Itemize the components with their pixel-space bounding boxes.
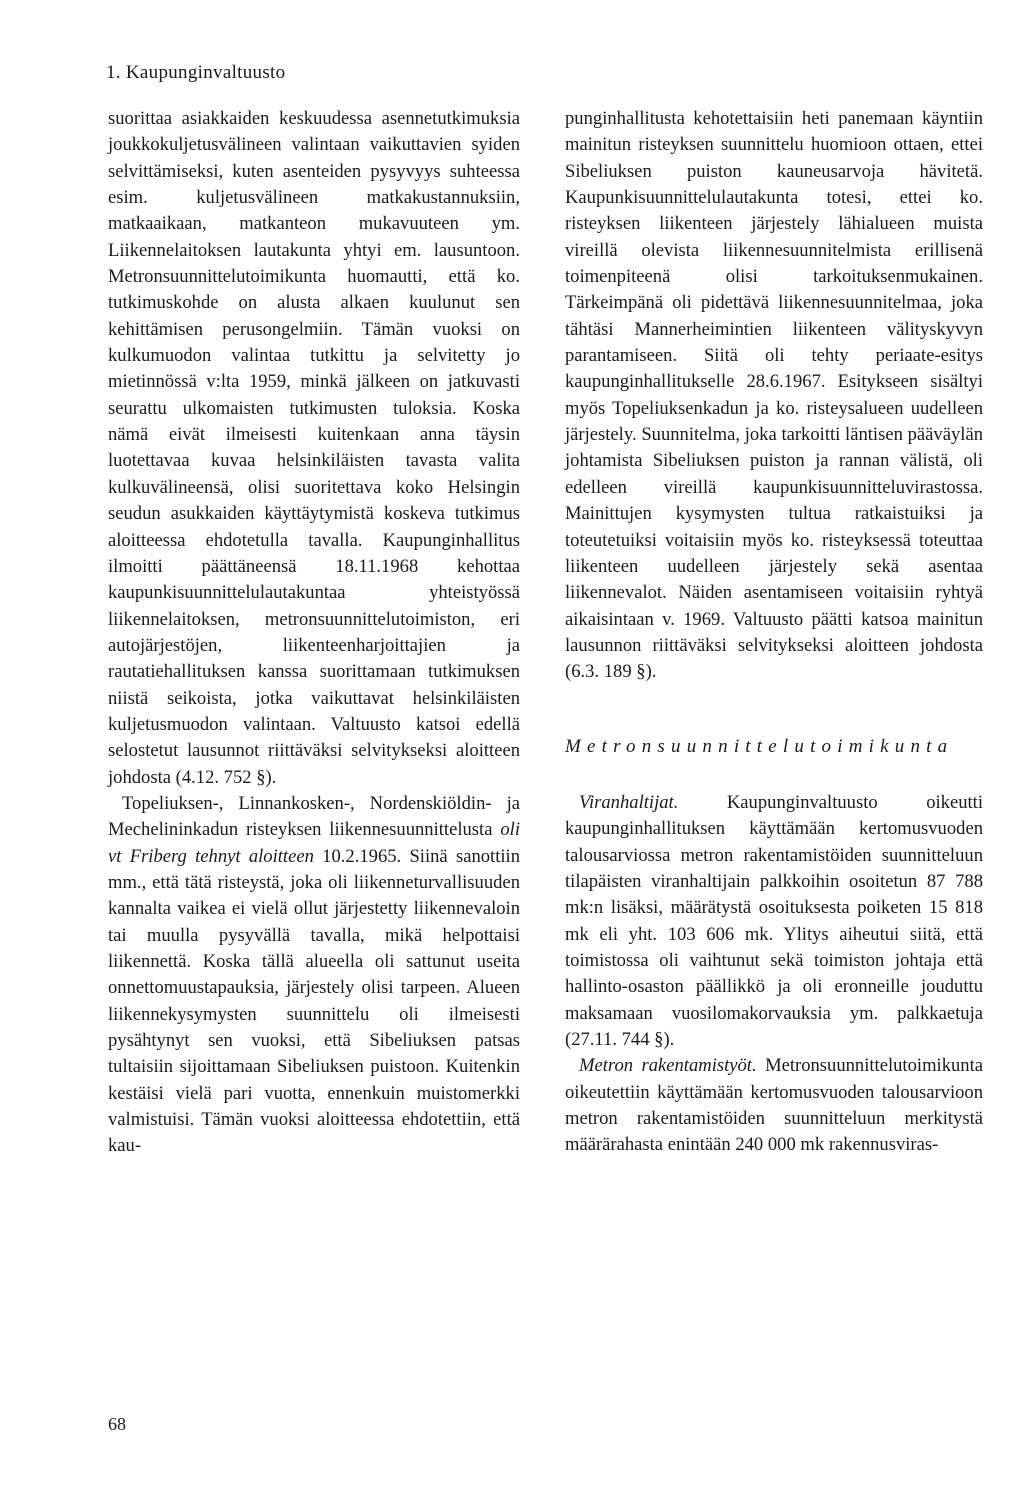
paragraph-rakentamistyot [565, 1053, 983, 1158]
run-in-heading: Metron rakentamistyöt. [579, 1055, 757, 1077]
paragraph-viranhaltijat [565, 790, 983, 1053]
left-column [108, 106, 520, 1160]
page-number: 68 [108, 1414, 126, 1434]
paragraph-text: Topeliuksen-, Linnankosken-, Nordenskiöldin- ja Mechelininkadun risteyksen liikennesuunnittelusta [108, 792, 520, 841]
emphasis-text: oli vt Friberg tehnyt aloitteen [108, 819, 520, 867]
paragraph-text: Kaupunginvaltuusto oikeutti kaupunginhallituksen käyttämään kertomusvuoden talousarviossa metron rakentamistöiden suunnitteluun tilapäisten viranhaltijain palkkoihin osoitetun 87 788 mk:n lisäksi, määrätystä osoituksesta poiketen 15 818 mk eli yht. 103 606 mk. Ylitys aiheutui siitä, että toimistossa oli vaihtunut sekä toimiston johtaja että hallinto-osaston päällikkö ja oli eronneille jouduttu maksamaan vuosilomakorvauksia ym. palkkaetuja (27.11. 744 §). [565, 791, 983, 1050]
paragraph-asennetutkimus: suorittaa asiakkaiden keskuudessa asennetutkimuksia joukkokuljetusvälineen valintaan vaikuttavien syiden selvittämiseksi, kuten asenteiden pysyvyys suhteessa esim. kuljetusvälineen matkakustannuksiin, matkaaikaan, matkanteon mukavuuteen ym. Liikennelaitoksen lautakunta yhtyi em. lausuntoon. Metronsuunnittelutoimikunta huomautti, että ko. tutkimuskohde on alusta alkaen kuulunut sen kehittämisen perusongelmiin. Tämän vuoksi on kulkumuodon valintaa tutkittu ja selvitetty jo mietinnössä v:lta 1959, minkä jälkeen on jatkuvasti seurattu ulkomaisten tutkimusten tuloksia. Koska nämä eivät ilmeisesti kuitenkaan anna täysin luotettavaa kuvaa helsinkiläisten tavasta valita kulkuvälineensä, olisi suoritettava koko Helsingin seudun asukkaiden käyttäytymistä koskeva tutkimus aloitteessa ehdotetulla tavalla. Kaupunginhallitus ilmoitti päättäneensä 18.11.1968 kehottaa kaupunkisuunnittelulautakuntaa yhteistyössä liikennelaitoksen, metronsuunnittelutoimiston, eri autojärjestöjen, liikenteenharjoittajien ja rautatiehallituksen kanssa suorittamaan tutkimuksen niistä seikoista, jotka vaikuttavat helsinkiläisten kuljetusmuodon valintaan. Valtuusto katsoi edellä selostetut lausunnot riittäväksi selvitykseksi aloitteen johdosta (4.12. 752 §). [108, 108, 520, 788]
paragraph-risteys-aloite [108, 791, 520, 1160]
paragraph-text: Metronsuunnittelutoimikunta oikeutettiin käyttämään kertomusvuoden talousarvioon metron rakentamistöiden suunnitteluun merkitystä määrärahasta enintään 240 000 mk rakennusviras- [565, 1055, 984, 1156]
run-in-heading: Viranhaltijat. [579, 791, 679, 813]
running-head: 1. Kaupunginvaltuusto [106, 62, 286, 83]
paragraph-continuation: punginhallitusta kehotettaisiin heti panemaan käyntiin mainitun risteyksen suunnittelu huomioon ottaen, ettei Sibeliuksen puiston kauneusarvoja hävitetä. Kaupunkisuunnittelulautakunta totesi, ettei ko. risteyksen liikenteen järjestely lähialueen muista vireillä olevista liikennesuunnitelmista erillisenä toimenpiteenä olisi tarkoituksenmukainen. Tärkeimpänä oli pidettävä liikennesuunnitelmaa, joka tähtäsi Mannerheimintien liikenteen välityskyvyn parantamiseen. Siitä oli tehty periaate-esitys kaupunginhallitukselle 28.6.1967. Esitykseen sisältyi myös Topeliuksenkadun ja ko. risteysalueen uudelleen järjestely. Suunnitelma, joka tarkoitti läntisen pääväylän johtamista Sibeliuksen puiston ja rannan välistä, oli edelleen vireillä kaupunkisuunnitteluvirastossa. Mainittujen kysymysten tultua ratkaistuiksi ja toteutetuiksi voitaisiin myös ko. risteyksessä toteuttaa liikenteen uudelleen järjestely sekä asentaa liikennevalot. Näiden asentamiseen voitaisiin ryhtyä aikaisintaan v. 1969. Valtuusto päätti katsoa mainitun lausunnon riittäväksi selvitykseksi aloitteen johdosta (6.3. 189 §). [565, 108, 983, 683]
right-column [565, 106, 983, 1159]
paragraph-text: 10.2.1965. Siinä sanottiin mm., että tätä risteystä, joka oli liikenneturvallisuuden kannalta vaikea ei vielä ollut järjestetty liikennevaloin tai muulla pysyvällä tavalla, mikä helpottaisi liikennettä. Koska tällä alueella oli sattunut useita onnettomuustapauksia, järjestely olisi tarpeen. Alueen liikennekysymysten suunnittelu oli ilmeisesti pysähtynyt sen vuoksi, että Sibeliuksen patsas tultaisiin sijoittamaan Sibeliuksen puistoon. Kuitenkin kestäisi vielä pari vuotta, ennenkuin muistomerkki valmistuisi. Tämän vuoksi aloitteessa ehdotettiin, että kau- [108, 845, 520, 1157]
section-heading: Metronsuunnittelutoimikunta [565, 735, 954, 757]
